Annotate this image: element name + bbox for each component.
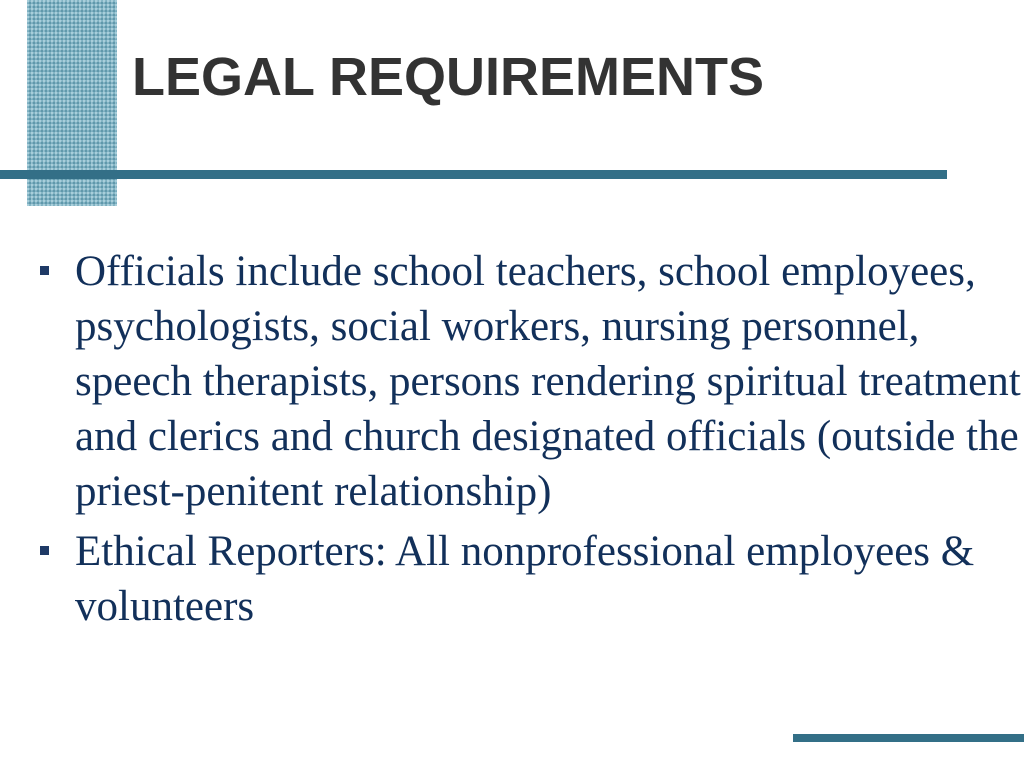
square-bullet-icon: [40, 266, 49, 275]
title-rule: [0, 170, 947, 179]
slide-title: LEGAL REQUIREMENTS: [132, 47, 765, 107]
bullet-text: Ethical Reporters: All nonprofessional employees & volunteers: [75, 528, 975, 630]
bullet-text: Officials include school teachers, school employees, psychologists, social workers, nursing personnel, speech therapists, persons rendering spiritual treatment and clerics and church designated officials (outside the priest-penitent relationship): [75, 248, 1021, 515]
square-bullet-icon: [40, 546, 49, 555]
bullet-item: [38, 524, 1024, 634]
footer-rule: [793, 734, 1024, 742]
bullet-list: [38, 244, 1024, 639]
bullet-item: [38, 244, 1024, 519]
